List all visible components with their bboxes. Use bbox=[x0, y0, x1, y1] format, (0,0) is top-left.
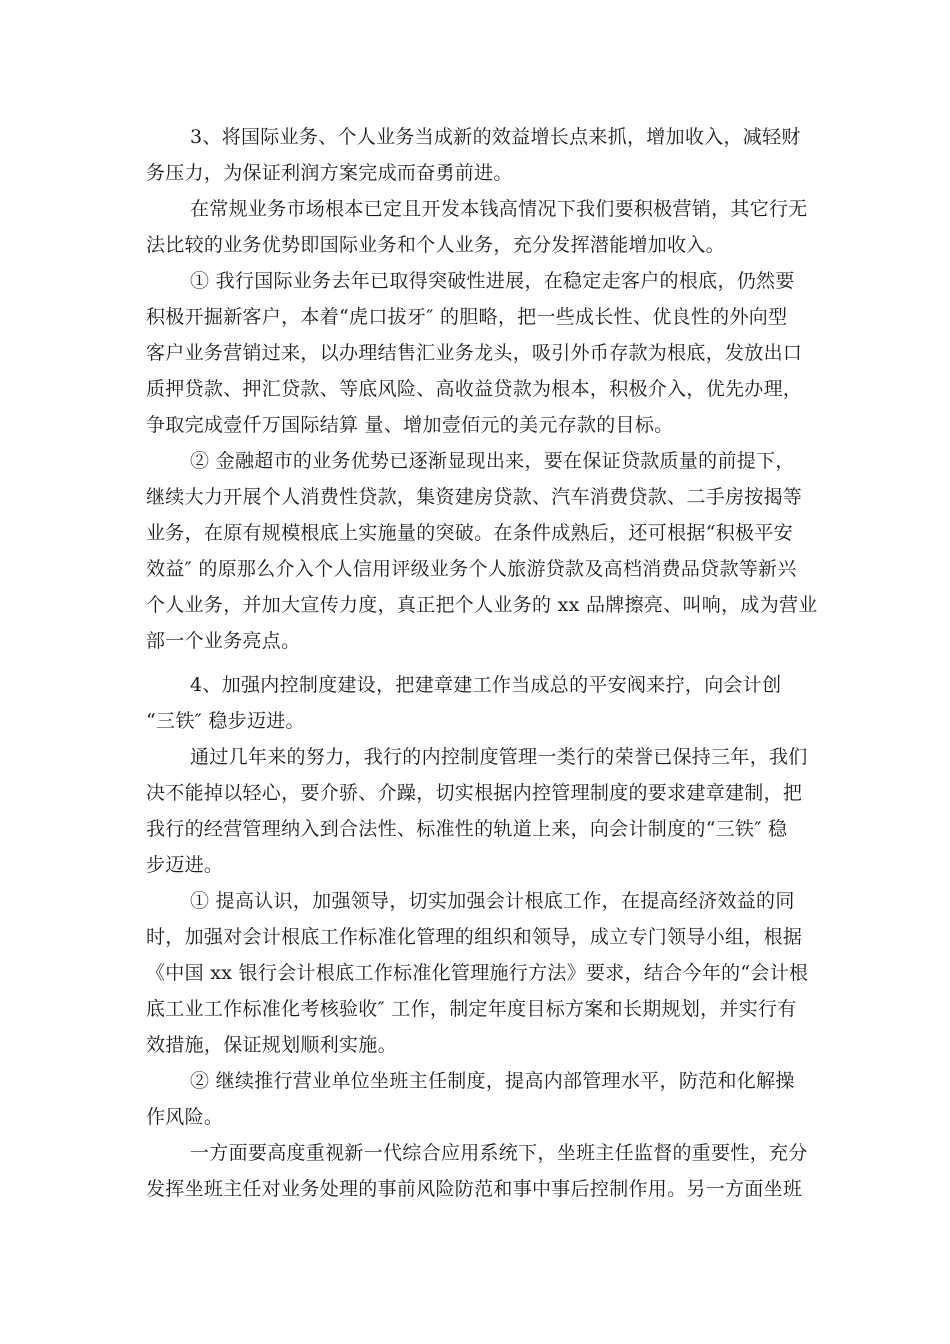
text-line: 《中国 xx 银行会计根底工作标准化管理施行方法》要求，结合今年的“会计根 bbox=[146, 962, 809, 984]
text-line: 效益″ 的原那么介入个人信用评级业务个人旅游贷款及高档消费品贷款等新兴 bbox=[146, 558, 797, 580]
text-line: 步迈进。 bbox=[146, 854, 224, 876]
text-line: ① 我行国际业务去年已取得突破性进展，在稳定走客户的根底，仍然要 bbox=[190, 270, 795, 292]
text-line: 发挥坐班主任对业务处理的事前风险防范和事中事后控制作用。另一方面坐班 bbox=[146, 1178, 803, 1200]
text-line: 在常规业务市场根本已定且开发本钱高情况下我们要积极营销，其它行无 bbox=[190, 198, 808, 220]
text-line: 作风险。 bbox=[146, 1106, 224, 1128]
text-line: 底工业工作标准化考核验收″ 工作，制定年度目标方案和长期规划，并实行有 bbox=[146, 998, 797, 1020]
text-line: ② 金融超市的业务优势已逐渐显现出来，要在保证贷款质量的前提下， bbox=[190, 450, 795, 472]
text-line: 决不能掉以轻心，要介骄、介躁，切实根据内控管理制度的要求建章建制，把 bbox=[146, 782, 803, 804]
text-line: 法比较的业务优势即国际业务和个人业务，充分发挥潜能增加收入。 bbox=[146, 234, 726, 256]
text-line: 3、将国际业务、个人业务当成新的效益增长点来抓，增加收入，减轻财 bbox=[190, 126, 801, 148]
text-line: 争取完成壹仟万国际结算 量、增加壹佰元的美元存款的目标。 bbox=[146, 414, 674, 436]
text-line: 一方面要高度重视新一代综合应用系统下，坐班主任监督的重要性，充分 bbox=[190, 1142, 808, 1164]
text-line: 客户业务营销过来，以办理结售汇业务龙头，吸引外币存款为根底，发放出口 bbox=[146, 342, 803, 364]
text-line: 业务，在原有规模根底上实施量的突破。在条件成熟后，还可根据“积极平安 bbox=[146, 522, 793, 544]
text-line: 通过几年来的努力，我行的内控制度管理一类行的荣誉已保持三年，我们 bbox=[190, 746, 808, 768]
text-line: 4、加强内控制度建设，把建章建工作当成总的平安阀来拧，向会计创 bbox=[190, 674, 782, 696]
text-line: 质押贷款、押汇贷款、等底风险、高收益贷款为根本，积极介入，优先办理， bbox=[146, 378, 803, 400]
text-line: 我行的经营管理纳入到合法性、标准性的轨道上来，向会计制度的“三铁″ 稳 bbox=[146, 818, 788, 840]
text-line: 个人业务，并加大宣传力度，真正把个人业务的 xx 品牌擦亮、叫响，成为营业 bbox=[146, 594, 818, 616]
text-line: “三铁″ 稳步迈进。 bbox=[146, 710, 305, 732]
text-line: 效措施，保证规划顺利实施。 bbox=[146, 1034, 397, 1056]
text-line: 继续大力开展个人消费性贷款，集资建房贷款、汽车消费贷款、二手房按揭等 bbox=[146, 486, 803, 508]
text-line: ① 提高认识，加强领导，切实加强会计根底工作，在提高经济效益的同 bbox=[190, 890, 795, 912]
text-line: 时，加强对会计根底工作标准化管理的组织和领导，成立专门领导小组，根据 bbox=[146, 926, 803, 948]
text-line: ② 继续推行营业单位坐班主任制度，提高内部管理水平，防范和化解操 bbox=[190, 1070, 795, 1092]
text-line: 部一个业务亮点。 bbox=[146, 630, 301, 652]
text-line: 务压力，为保证利润方案完成而奋勇前进。 bbox=[146, 162, 513, 184]
text-line: 积极开掘新客户，本着“虎口拔牙″ 的胆略，把一些成长性、优良性的外向型 bbox=[146, 306, 788, 328]
